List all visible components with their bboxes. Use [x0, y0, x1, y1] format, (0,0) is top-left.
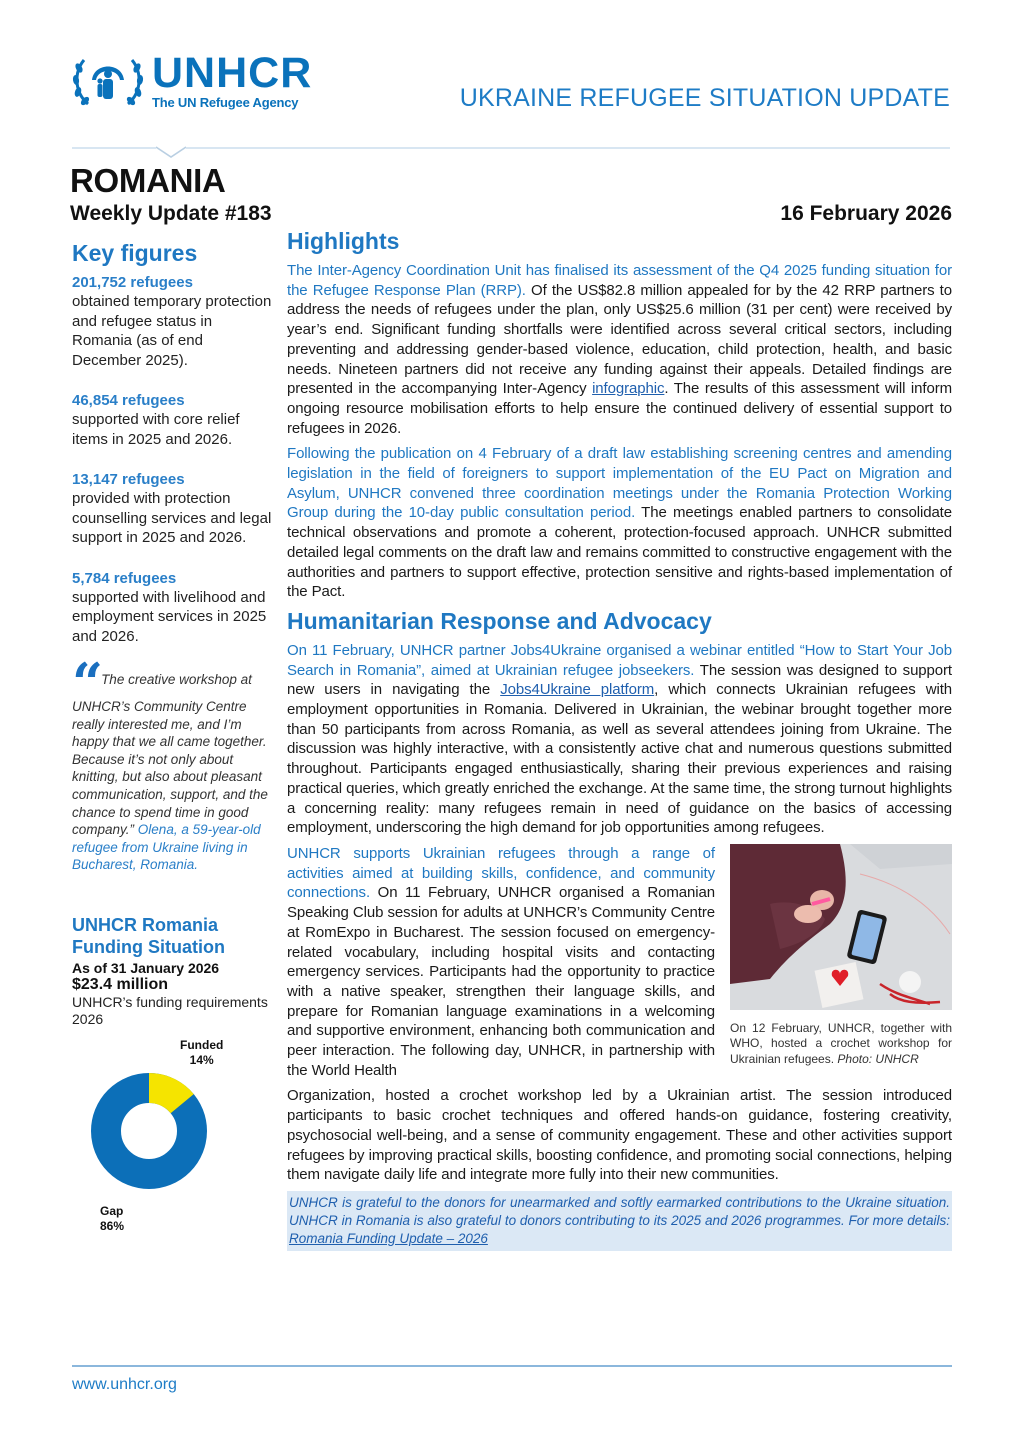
- highlight-paragraph: The Inter-Agency Coordination Unit has finalised its assessment of the Q4 2025 funding situation for the Refugee Response Plan (RRP). Of the US$82.8 million appealed for by the 42 RRP partners to address the needs of refugees under the plan, only US$25.6 million (31 per cent) were received by year’s end. Significant funding shortfalls were identified across several critical sectors, including preventing and addressing gender-based violence, education, child protection, health, and basic needs. Nineteen partners did not receive any funding against their appeals. Detailed findings are presented in the accompanying Inter-Agency infographic. The results of this assessment will inform ongoing resource mobilisation efforts to help ensure the continued delivery of essential support to refugees in 2026.: [287, 262, 952, 437]
- jobs4ukraine-platform-link[interactable]: Jobs4Ukraine platform: [500, 681, 655, 699]
- response-with-photo: [287, 844, 952, 1086]
- key-figure-number: 5,784 refugees: [72, 569, 177, 587]
- response-paragraph: UNHCR supports Ukrainian refugees through a range of activities aimed at building skills, confidence, and community connections. On 11 February, UNHCR organised a Romanian Speaking Club session for adults at UNHCR’s Community Centre at RomExpo in Bucharest. The session focused on emergency-related vocabulary, including hospital visits and contacting emergency services. Participants had the opportunity to practice with a native speaker, strengthen their language skills, and prepare for Romanian language examinations in a welcoming and supportive environment, enhancing both communication and peer interaction. The following day, UNHCR, in partnership with the World Health: [287, 844, 715, 1079]
- key-figure-description: provided with protection counselling services and legal support in 2025 and 2026.: [72, 490, 272, 546]
- report-date: 16 February 2026: [780, 202, 952, 225]
- key-figure-number: 46,854 refugees: [72, 392, 185, 409]
- gap-label: Gap 86%: [100, 1203, 125, 1233]
- funding-amount: $23.4 million: [72, 975, 169, 993]
- sidebar: [72, 240, 272, 1233]
- response-paragraph: On 11 February, UNHCR partner Jobs4Ukraine organised a webinar entitled “How to Start Your Job Search in Romania”, aimed at Ukrainian refugee jobseekers. The session was designed to support new users in navigating the Jobs4Ukraine platform, which connects Ukrainian refugees with employment opportunities in Romania. Delivered in Ukrainian, the webinar brought together more than 50 participants from across Romania, as well as several attendees joining from Ukraine. The discussion was highly interactive, with a consistently active chat and numerous questions submitted throughout. Participants engaged enthusiastically, sharing their previous experiences and raising practical queries, which greatly enriched the exchange. At the same time, the strong turnout highlights a concerning reality: many refugees remain in need of guidance on the basics of accessing employment, underscoring the high demand for job opportunities among refugees.: [287, 641, 953, 837]
- crochet-workshop-photo: [730, 844, 952, 1010]
- photo-figure: [730, 844, 952, 1086]
- quote-mark-icon: “: [72, 651, 100, 715]
- key-figure-description: supported with livelihood and employment services in 2025 and 2026.: [72, 588, 267, 645]
- key-figure: [72, 470, 272, 548]
- funding-title: UNHCR Romania Funding Situation: [72, 914, 225, 957]
- paragraph-lead: The Inter-Agency Coordination Unit has finalised its assessment of the Q4 2025 funding situation for the Refugee Response Plan (RRP).: [287, 262, 952, 299]
- key-figure-description: supported with core relief items in 2025 and 2026.: [72, 411, 240, 448]
- key-figure: [72, 391, 272, 449]
- quote-text: The creative workshop at UNHCR’s Community Centre really interested me, and I’m happy that we all came together. Because it’s not only about knitting, but also about pleasant communication, support, and the chance to spend time in good company.”: [72, 672, 268, 838]
- country-title: ROMANIA: [70, 162, 226, 199]
- header-divider: [72, 147, 950, 149]
- highlights-title: Highlights: [287, 228, 400, 254]
- paragraph-lead: Following the publication on 4 February of a draft law establishing screening centres and amending legislation in the field of foreigners to support implementation of the EU Pact on Migration and Asylum, UNHCR convened three coordination meetings under the Romania Protection Working Group during the 10-day public consultation period.: [287, 445, 952, 522]
- infographic-link[interactable]: infographic: [592, 380, 665, 398]
- key-figure: [72, 273, 272, 370]
- divider-notch-icon: [156, 145, 186, 159]
- funding-as-of: As of 31 January 2026: [72, 959, 220, 976]
- unhcr-logo: [70, 50, 312, 112]
- funded-label: Funded 14%: [180, 1037, 224, 1067]
- funding-update-link[interactable]: Romania Funding Update – 2026: [289, 1230, 488, 1246]
- quote-attribution: Olena, a 59-year-old refugee from Ukraine living in Bucharest, Romania.: [72, 822, 261, 873]
- key-figure-number: 201,752 refugees: [72, 274, 193, 291]
- refugee-quote: [72, 651, 272, 874]
- funding-donut-chart: [72, 1032, 272, 1233]
- unhcr-emblem-icon: [70, 50, 146, 112]
- response-paragraph-continued: Organization, hosted a crochet workshop led by a Ukrainian artist. The session introduced participants to basic crochet techniques and offered hands-on guidance, fostering creativity, psychosocial well-being, and a sense of community engagement. These and other activities support refugees by improving practical skills, boosting confidence, and promoting social connections, helping them navigate daily life and integrate more fully into their new communities.: [287, 1087, 952, 1184]
- response-title: Humanitarian Response and Advocacy: [287, 607, 712, 634]
- key-figures-title: Key figures: [72, 240, 198, 266]
- photo-credit: Photo: UNHCR: [837, 1051, 919, 1066]
- key-figure: [72, 569, 272, 647]
- report-title: UKRAINE REFUGEE SITUATION UPDATE: [459, 84, 950, 112]
- logo-subtitle: The UN Refugee Agency: [152, 94, 299, 110]
- weekly-update-number: Weekly Update #183: [70, 202, 272, 225]
- highlight-paragraph: Following the publication on 4 February of a draft law establishing screening centres and amending legislation in the field of foreigners to support implementation of the EU Pact on Migration and Asylum, UNHCR convened three coordination meetings under the Romania Protection Working Group during the 10-day public consultation period. The meetings enabled partners to consolidate technical observations and promote a coherent, protection-focused approach. UNHCR submitted detailed legal comments on the draft law and remains committed to constructive engagement with the authorities and partners to support effective, protection sensitive and rights-based implementation of the Pact.: [287, 445, 952, 601]
- key-figure-number: 13,147 refugees: [72, 471, 185, 488]
- photo-caption: On 12 February, UNHCR, together with WHO, hosted a crochet workshop for Ukrainian refugees. Photo: UNHCR: [730, 1020, 952, 1066]
- logo-wordmark: UNHCR: [152, 48, 313, 97]
- paragraph-lead: On 11 February, UNHCR partner Jobs4Ukraine organised a webinar entitled “How to Start Your Job Search in Romania”, aimed at Ukrainian refugee jobseekers.: [287, 641, 952, 679]
- footer-divider: [72, 1365, 952, 1367]
- funding-requirement-label: UNHCR’s funding requirements 2026: [72, 993, 268, 1027]
- main-content: [287, 228, 952, 1251]
- donor-acknowledgement: UNHCR is grateful to the donors for unearmarked and softly earmarked contributions to the Ukraine situation. UNHCR in Romania is also grateful to donors contributing to its 2025 and 2026 programmes. For more details: Romania Funding Update – 2026: [287, 1191, 952, 1251]
- key-figure-description: obtained temporary protection and refugee status in Romania (as of end December 2025).: [72, 293, 272, 369]
- paragraph-lead: UNHCR supports Ukrainian refugees through a range of activities aimed at building skills, confidence, and community connections.: [287, 844, 715, 902]
- footer-url-link[interactable]: www.unhcr.org: [72, 1376, 177, 1393]
- donut-svg: [88, 1070, 210, 1192]
- funding-situation: [72, 914, 272, 1233]
